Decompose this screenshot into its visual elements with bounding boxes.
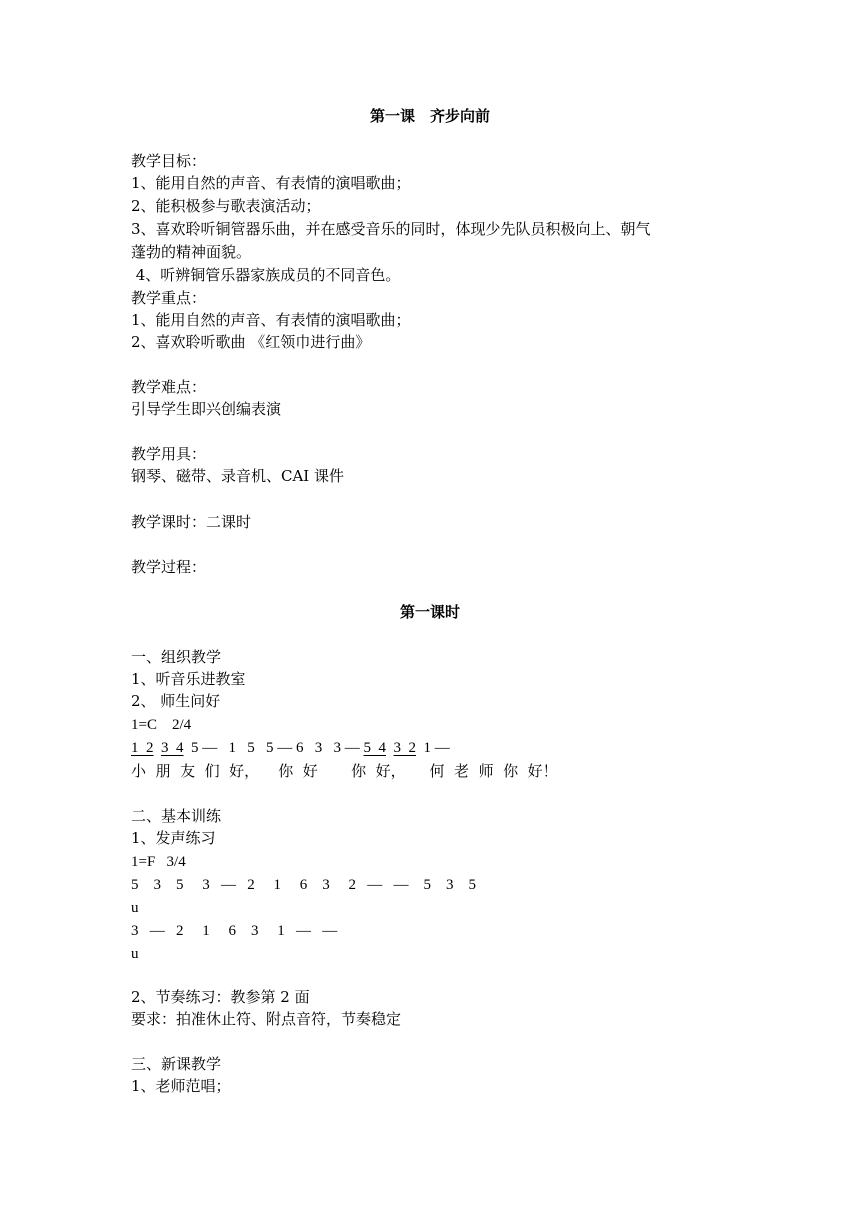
note-group: 5 4 <box>363 740 386 756</box>
section3-item: 1、老师范唱； <box>131 1077 231 1095</box>
section2-key: 1=F 3/4 <box>131 854 186 870</box>
difficulty-text: 引导学生即兴创编表演 <box>131 400 282 418</box>
note-run: 1 — <box>416 740 450 756</box>
goal-item: 4、听辨铜管乐器家族成员的不同音色。 <box>131 266 401 284</box>
vocal-notation-mark: u <box>131 946 139 962</box>
note-group: 3 4 <box>161 740 184 756</box>
section2-heading: 二、基本训练 <box>131 807 222 825</box>
vocal-notation-mark: u <box>131 900 139 916</box>
vocal-notation-line: 5 3 5 3 — 2 1 6 3 2 — — 5 3 5 <box>131 877 476 893</box>
greeting-notation <box>131 737 450 759</box>
goal-item: 蓬勃的精神面貌。 <box>131 243 252 261</box>
hours-text: 教学课时：二课时 <box>131 513 252 531</box>
process-heading: 教学过程： <box>131 558 207 576</box>
lesson1-title: 第一课时 <box>399 603 460 621</box>
tools-heading: 教学用具： <box>131 445 207 463</box>
goal-item: 3、喜欢聆听铜管器乐曲，并在感受音乐的同时，体现少先队员积极向上、朝气 <box>131 220 651 238</box>
lesson-title: 第一课 齐步向前 <box>369 107 490 125</box>
note-run: 5 — 1 5 5 — 6 3 3 — <box>183 740 364 756</box>
section1-heading: 一、组织教学 <box>131 648 222 666</box>
section2-item: 2、节奏练习：教参第 2 面 <box>131 988 310 1006</box>
section1-key: 1=C 2/4 <box>131 717 192 733</box>
note-group: 3 2 <box>393 740 416 756</box>
goal-item: 2、能积极参与歌表演活动； <box>131 197 321 215</box>
section1-item: 2、 师生问好 <box>131 692 221 710</box>
key-point-item: 1、能用自然的声音、有表情的演唱歌曲； <box>131 311 411 329</box>
goal-item: 1、能用自然的声音、有表情的演唱歌曲； <box>131 174 411 192</box>
greeting-lyrics: 小 朋 友 们 好， 你 好 你 好， 何 老 师 你 好！ <box>131 762 558 780</box>
section1-item: 1、听音乐进教室 <box>131 670 246 688</box>
note-space <box>386 740 394 756</box>
difficulty-heading: 教学难点： <box>131 378 207 396</box>
key-point-item: 2、喜欢聆听歌曲 《红领巾进行曲》 <box>131 333 371 351</box>
section3-heading: 三、新课教学 <box>131 1055 222 1073</box>
tools-text: 钢琴、磁带、录音机、CAI 课件 <box>131 467 345 485</box>
note-group: 1 2 <box>131 740 154 756</box>
goals-heading: 教学目标： <box>131 152 207 170</box>
vocal-notation-line: 3 — 2 1 6 3 1 — — <box>131 923 338 939</box>
section2-requirement: 要求：拍准休止符、附点音符，节奏稳定 <box>131 1010 402 1028</box>
key-points-heading: 教学重点： <box>131 289 207 307</box>
section2-item: 1、发声练习 <box>131 829 216 847</box>
